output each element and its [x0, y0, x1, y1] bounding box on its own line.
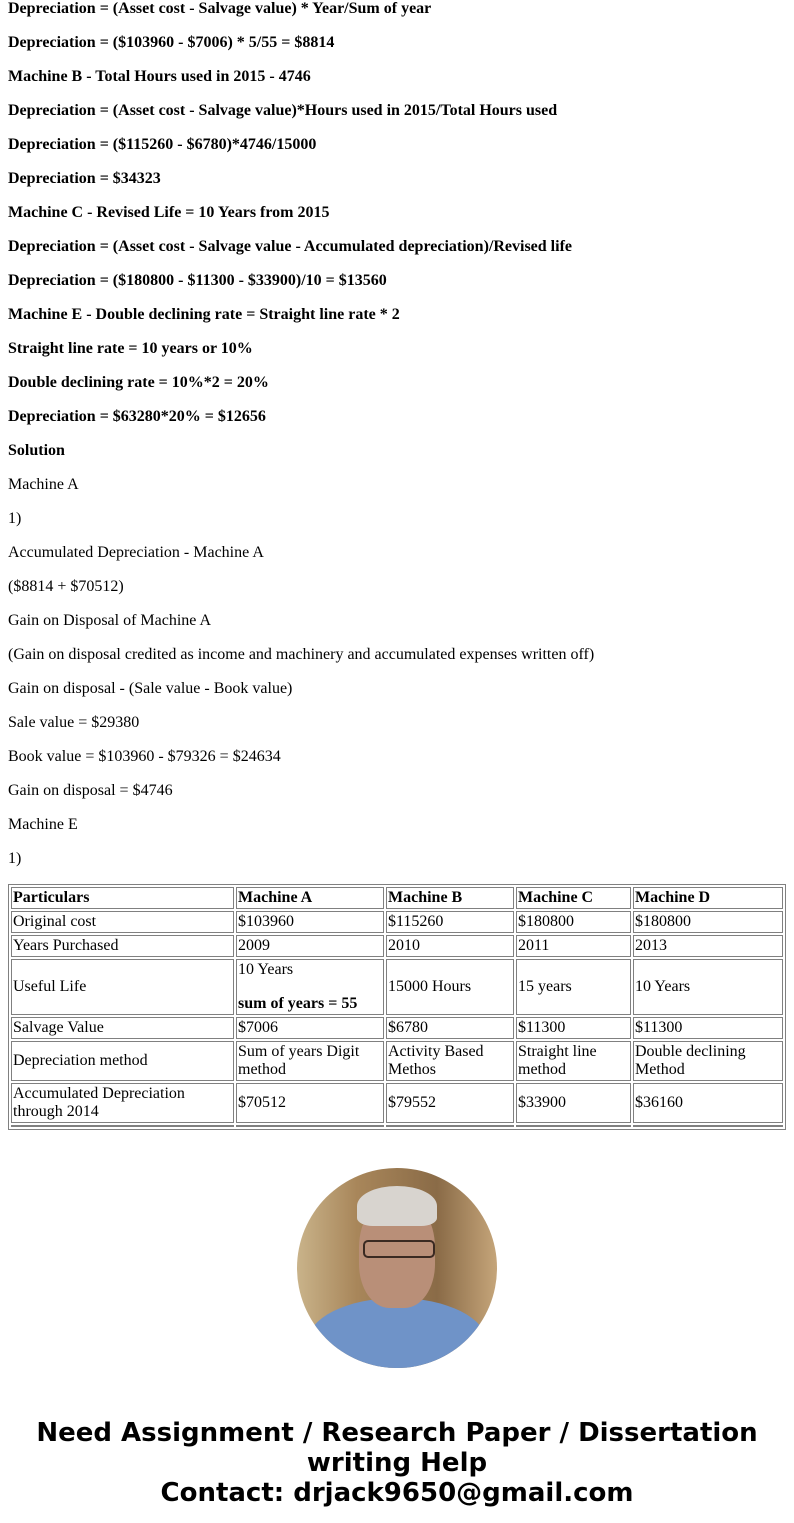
text-line: Depreciation = (Asset cost - Salvage value) * Year/Sum of year: [8, 0, 432, 17]
table-cell: Accumulated Depreciation through 2014: [11, 1083, 234, 1123]
table-row: [11, 1017, 783, 1039]
header-cell: Particulars: [11, 887, 234, 909]
table-cell: Years Purchased: [11, 935, 234, 957]
table-cell: 2011: [516, 935, 631, 957]
text-line: Accumulated Depreciation - Machine A: [8, 544, 264, 561]
header-cell: Machine D: [633, 887, 783, 909]
text-line: 1): [8, 850, 22, 867]
text-line: Depreciation = (Asset cost - Salvage value)*Hours used in 2015/Total Hours used: [8, 102, 558, 119]
table-cell: $180800: [633, 911, 783, 933]
text-line: Double declining rate = 10%*2 = 20%: [8, 374, 269, 391]
text-line: 1): [8, 510, 22, 527]
table-cell: $11300: [633, 1017, 783, 1039]
table-cell: $6780: [386, 1017, 514, 1039]
table-cell: [236, 959, 384, 1015]
table-cell: $115260: [386, 911, 514, 933]
contact-email: Contact: drjack9650@gmail.com: [160, 1478, 634, 1508]
text-line: Machine E - Double declining rate = Straight line rate * 2: [8, 306, 400, 323]
table-cell: Sum of years Digit method: [236, 1041, 384, 1081]
table-row: [11, 959, 783, 1015]
help-text: Need Assignment / Research Paper / Dissertation writing Help: [36, 1418, 758, 1478]
text-line: Depreciation = $34323: [8, 170, 161, 187]
text-line: Depreciation = $63280*20% = $12656: [8, 408, 266, 425]
text-line: (Gain on disposal credited as income and machinery and accumulated expenses written off): [8, 646, 595, 663]
table-cell: $103960: [236, 911, 384, 933]
header-cell: Machine B: [386, 887, 514, 909]
sum-of-years-note: sum of years = 55: [238, 995, 358, 1012]
table-cell: Salvage Value: [11, 1017, 234, 1039]
table-cell: Original cost: [11, 911, 234, 933]
table-cell: $36160: [633, 1083, 783, 1123]
header-cell: Machine C: [516, 887, 631, 909]
table-cell: Double declining Method: [633, 1041, 783, 1081]
text-line: Machine E: [8, 816, 78, 833]
author-photo: [297, 1168, 497, 1368]
table-row: [11, 1083, 783, 1123]
contact-banner: [8, 1418, 786, 1508]
text-line: Machine A: [8, 476, 79, 493]
table-cell: $11300: [516, 1017, 631, 1039]
text-line: Book value = $103960 - $79326 = $24634: [8, 748, 281, 765]
text-line: Depreciation = (Asset cost - Salvage value - Accumulated depreciation)/Revised life: [8, 238, 572, 255]
table-cell: Straight line method: [516, 1041, 631, 1081]
solution-steps: [8, 0, 786, 460]
text-line: Straight line rate = 10 years or 10%: [8, 340, 253, 357]
table-cell: Activity Based Methos: [386, 1041, 514, 1081]
machine-table: [8, 884, 786, 1130]
text-line: Machine B - Total Hours used in 2015 - 4746: [8, 68, 311, 85]
table-row: [11, 1041, 783, 1081]
table-row: [11, 911, 783, 933]
text-line: Gain on disposal = $4746: [8, 782, 173, 799]
text-line: Solution: [8, 442, 65, 459]
text-line: Gain on disposal - (Sale value - Book value): [8, 680, 293, 697]
text-line: Depreciation = ($103960 - $7006) * 5/55 = $8814: [8, 34, 335, 51]
cell-text: 10 Years: [238, 961, 294, 978]
text-line: Gain on Disposal of Machine A: [8, 612, 212, 629]
table-cell: 2009: [236, 935, 384, 957]
text-line: Machine C - Revised Life = 10 Years from 2015: [8, 204, 330, 221]
table-cell: 10 Years: [633, 959, 783, 1015]
table-row: [11, 935, 783, 957]
table-cell: 2013: [633, 935, 783, 957]
text-line: Sale value = $29380: [8, 714, 140, 731]
table-cell: $33900: [516, 1083, 631, 1123]
header-cell: Machine A: [236, 887, 384, 909]
solution-body: [8, 476, 786, 868]
empty-row: [11, 1125, 783, 1127]
table-cell: $79552: [386, 1083, 514, 1123]
table-cell: $180800: [516, 911, 631, 933]
table-cell: Useful Life: [11, 959, 234, 1015]
text-line: Depreciation = ($115260 - $6780)*4746/15000: [8, 136, 317, 153]
table-cell: $70512: [236, 1083, 384, 1123]
table-cell: 15000 Hours: [386, 959, 514, 1015]
table-cell: $7006: [236, 1017, 384, 1039]
text-line: Depreciation = ($180800 - $11300 - $33900)/10 = $13560: [8, 272, 387, 289]
table-header-row: [11, 887, 783, 909]
table-cell: 2010: [386, 935, 514, 957]
table-cell: Depreciation method: [11, 1041, 234, 1081]
table-cell: 15 years: [516, 959, 631, 1015]
text-line: ($8814 + $70512): [8, 578, 124, 595]
